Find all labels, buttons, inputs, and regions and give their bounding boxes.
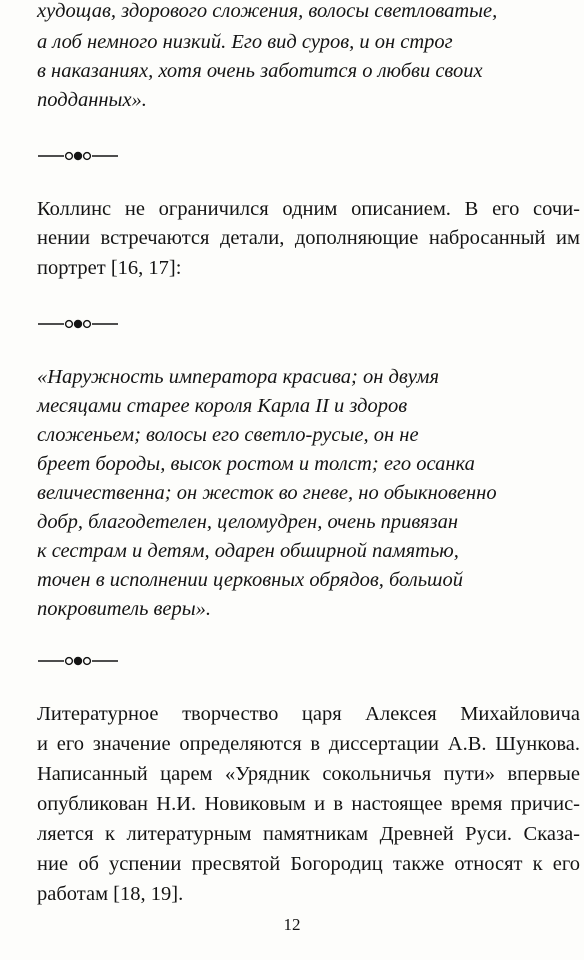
- quote-line: к сестрам и детям, одарен обширной памятью,: [37, 540, 459, 562]
- quote-line: добр, благодетелен, целомудрен, очень привязан: [37, 511, 459, 533]
- paragraph-line: Написанный царем «Урядник сокольничья пути» впервые: [37, 763, 580, 785]
- quote-line: «Наружность императора красива; он двумя: [37, 366, 439, 388]
- paragraph-line: ляется к литературным памятникам Древней Руси. Сказа-: [37, 823, 580, 845]
- ornament-divider: [38, 318, 118, 330]
- paragraph-line: работам [18, 19].: [37, 883, 184, 905]
- ornament-divider: [38, 655, 118, 667]
- ornament-divider: [38, 150, 118, 162]
- paragraph-line: Литературное творчество царя Алексея Михайловича: [37, 703, 580, 725]
- quote-line: худощав, здорового сложения, волосы светловатые,: [37, 0, 498, 22]
- quote-line: подданных».: [37, 89, 147, 111]
- quote-line: точен в исполнении церковных обрядов, большой: [37, 569, 463, 591]
- quote-line: а лоб немного низкий. Его вид суров, и он строг: [37, 31, 453, 53]
- paragraph-line: и его значение определяются в диссертации А.В. Шункова.: [37, 733, 580, 755]
- paragraph-line: портрет [16, 17]:: [37, 257, 182, 279]
- quote-line: сложеньем; волосы его светло-русые, он не: [37, 424, 419, 446]
- paragraph-line: нении встречаются детали, дополняющие набросанный им: [37, 227, 580, 249]
- page-number: 12: [283, 915, 301, 934]
- quote-line: покровитель веры».: [37, 598, 212, 620]
- quote-line: месяцами старее короля Карла II и здоров: [37, 395, 408, 417]
- quote-line: в наказаниях, хотя очень заботится о любви своих: [37, 60, 483, 82]
- paragraph-line: Коллинс не ограничился одним описанием. В его сочи-: [37, 198, 580, 220]
- quote-line: величественна; он жесток во гневе, но обыкновенно: [37, 482, 497, 504]
- paragraph-line: ние об успении пресвятой Богородиц также относят к его: [37, 853, 580, 875]
- quote-line: бреет бороды, высок ростом и толст; его осанка: [37, 453, 475, 475]
- paragraph-line: опубликован Н.И. Новиковым и в настоящее время причис-: [37, 793, 580, 815]
